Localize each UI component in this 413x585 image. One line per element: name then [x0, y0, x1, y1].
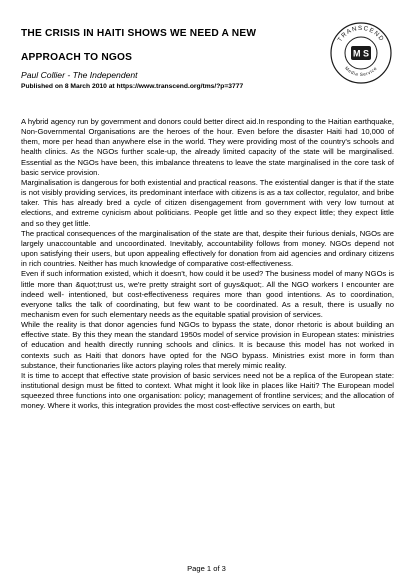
- title-line-1: THE CRISIS IN HAITI SHOWS WE NEED A NEW: [21, 28, 257, 39]
- paragraph-4: Even if such information existed, which it doesn't, how could it be used? The business model of many NGOs is little more than &quot;trust us, we're pretty straight sort of guys&quot;. All the NGO workers I encounter are indeed well- intentioned, but cost-effectiveness requires more than good intentions. As to coordination, everyone talks the talk of coordinating, but few want to be coordinated. As a result, there is usually no mechanism even for such elementary needs as the equitable spatial provision of services.: [21, 269, 394, 319]
- paragraph-6: It is time to accept that effective state provision of basic services need not be a replica of the European state: institutional design must be fitted to context. What might it look like in places like Haiti? The European model squeezed three functions into one organisation: policy; management of frontline services; and the allocation of money. Where it works, this integration provides the most cost-effective services on earth, but: [21, 370, 394, 411]
- logo-initials: M S: [352, 48, 370, 59]
- author-byline: Paul Collier - The Independent: [21, 70, 138, 80]
- published-line: Published on 8 March 2010 at https://www.transcend.org/tms/?p=3777: [21, 83, 244, 90]
- transcend-logo: [330, 22, 392, 84]
- paragraph-5: While the reality is that donor agencies fund NGOs to bypass the state, donor rhetoric is about building an effective state. By this they mean the standard 1950s model of service provision in European states: ministries of education and health directly running schools and clinics. It is because this model has not worked in contexts such as Haiti that donors have opted for the NGO bypass. Ministries exist more in form than substance, their functionaries like actors playing roles that merely mimic reality.: [21, 320, 394, 370]
- article-title: [21, 22, 321, 70]
- paragraph-2: Marginalisation is dangerous for both existential and practical reasons. The existential danger is that if the state is not visibly providing services, its predominant interface with citizens is as a tax collector, regulator, and bribe taker. This has already bred a cycle of citizen disengagement from government with very low turnout at elections, and extreme cynicism about politicians. People get little and so they expect little; they expect little and so they get little.: [21, 177, 395, 228]
- title-line-2: APPROACH TO NGOS: [21, 52, 133, 63]
- paragraph-3: The practical consequences of the marginalisation of the state are that, despite their furious denials, NGOs are largely unaccountable and uncoordinated. Inevitably, accountability follows from money. NGOs depend not upon satisfying their users, but upon appealing effectively for donation from aid agencies and ordinary citizens in rich countries. Neither has much knowledge of comparative cost-effectiveness.: [21, 228, 394, 269]
- logo-bottom-text: Media Service: [343, 65, 379, 78]
- logo-top-text: TRANSCEND: [336, 24, 386, 44]
- article-body: [21, 117, 394, 412]
- page-number: Page 1 of 3: [187, 564, 226, 573]
- paragraph-1: A hybrid agency run by government and donors could better direct aid.In responding to the Haitian earthquake, Non-Governmental Organisations are the heroes of the hour. Even before the disaster Haiti had 10,000 of them, more per head than anywhere else in the world. They were providing most of the country's schools and health clinics. As the NGOs further scale-up, the already limited capacity of the state will be marginalised. Essential as the NGOs have been, this imbalance threatens to leave the state marginalised in the core task of basic service provision.: [21, 117, 394, 177]
